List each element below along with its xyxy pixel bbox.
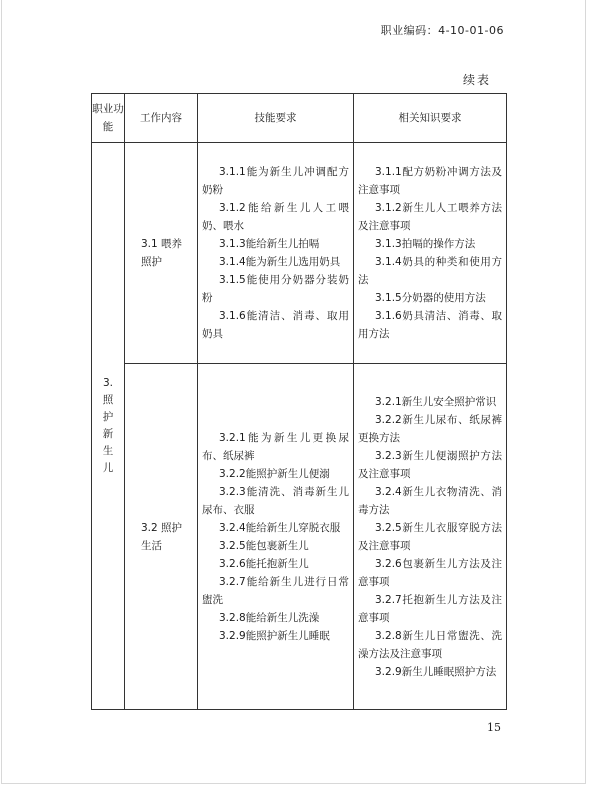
knowledge-item: 3.1.6奶具清洁、消毒、取用方法 — [358, 310, 502, 340]
page-number: 15 — [487, 721, 501, 734]
knowledge-item: 3.2.4新生儿衣物清洗、消毒方法 — [358, 485, 502, 516]
knowledge-item: 3.2.2新生儿尿布、纸尿裤更换方法 — [358, 413, 502, 444]
skill-item: 3.2.8能给新生儿洗澡 — [219, 611, 320, 624]
function-label: 3.照护新生儿 — [102, 377, 114, 474]
table-header-row — [92, 94, 507, 143]
skill-item: 3.1.5能使用分奶器分装奶粉 — [202, 274, 349, 304]
occupation-code: 职业编码：4-10-01-06 — [380, 24, 504, 37]
knowledge-item: 3.1.4奶具的种类和使用方法 — [358, 256, 502, 286]
knowledge-item: 3.1.5分奶器的使用方法 — [375, 292, 486, 304]
requirements-table — [91, 93, 507, 710]
skill-item: 3.2.5能包裹新生儿 — [219, 539, 309, 552]
knowledge-item: 3.2.1新生儿安全照护常识 — [375, 395, 497, 408]
knowledge-item: 3.2.9新生儿睡眠照护方法 — [375, 665, 497, 678]
skill-item: 3.2.2能照护新生儿便溺 — [219, 467, 330, 480]
skill-item: 3.1.6能清洁、消毒、取用奶具 — [202, 310, 349, 340]
function-cell — [92, 143, 125, 710]
knowledge-cell — [354, 364, 507, 710]
skill-item: 3.1.2能给新生儿人工喂奶、喂水 — [202, 202, 349, 232]
header-knowledge-requirements: 相关知识要求 — [354, 94, 507, 143]
work-content-cell — [125, 364, 198, 710]
skills-cell — [198, 143, 354, 364]
knowledge-item: 3.2.8新生儿日常盥洗、洗澡方法及注意事项 — [358, 629, 502, 660]
header-skill-requirements: 技能要求 — [198, 94, 354, 143]
skill-item: 3.2.4能给新生儿穿脱衣服 — [219, 521, 341, 534]
knowledge-item: 3.2.7托抱新生儿方法及注意事项 — [358, 593, 502, 624]
skill-item: 3.2.7能给新生儿进行日常盥洗 — [202, 575, 349, 606]
skill-item: 3.1.1能为新生儿冲调配方奶粉 — [202, 166, 349, 196]
continued-label: 续表 — [463, 73, 492, 87]
header-work-content: 工作内容 — [125, 94, 198, 143]
knowledge-item: 3.1.1配方奶粉冲调方法及注意事项 — [358, 166, 502, 196]
skill-item: 3.1.4能为新生儿选用奶具 — [219, 256, 341, 268]
knowledge-cell — [354, 143, 507, 364]
knowledge-item: 3.1.3拍嗝的操作方法 — [375, 238, 476, 250]
skill-item: 3.1.3能给新生儿拍嗝 — [219, 238, 320, 250]
table-row — [92, 364, 507, 710]
skill-item: 3.2.3能清洗、消毒新生儿尿布、衣服 — [202, 485, 349, 516]
skill-item: 3.2.9能照护新生儿睡眠 — [219, 629, 330, 642]
knowledge-item: 3.2.5新生儿衣服穿脱方法及注意事项 — [358, 521, 502, 552]
work-content-label: 3.2 照护生活 — [141, 521, 183, 552]
skills-cell — [198, 364, 354, 710]
header-function: 职业功能 — [92, 94, 125, 143]
work-content-cell — [125, 143, 198, 364]
skill-item: 3.2.6能托抱新生儿 — [219, 557, 309, 570]
knowledge-item: 3.1.2新生儿人工喂养方法及注意事项 — [358, 202, 502, 232]
knowledge-item: 3.2.3新生儿便溺照护方法及注意事项 — [358, 449, 502, 480]
table-row — [92, 143, 507, 364]
work-content-label: 3.1 喂养照护 — [141, 238, 183, 268]
knowledge-item: 3.2.6包裹新生儿方法及注意事项 — [358, 557, 502, 588]
skill-item: 3.2.1能为新生儿更换尿布、纸尿裤 — [202, 431, 349, 462]
